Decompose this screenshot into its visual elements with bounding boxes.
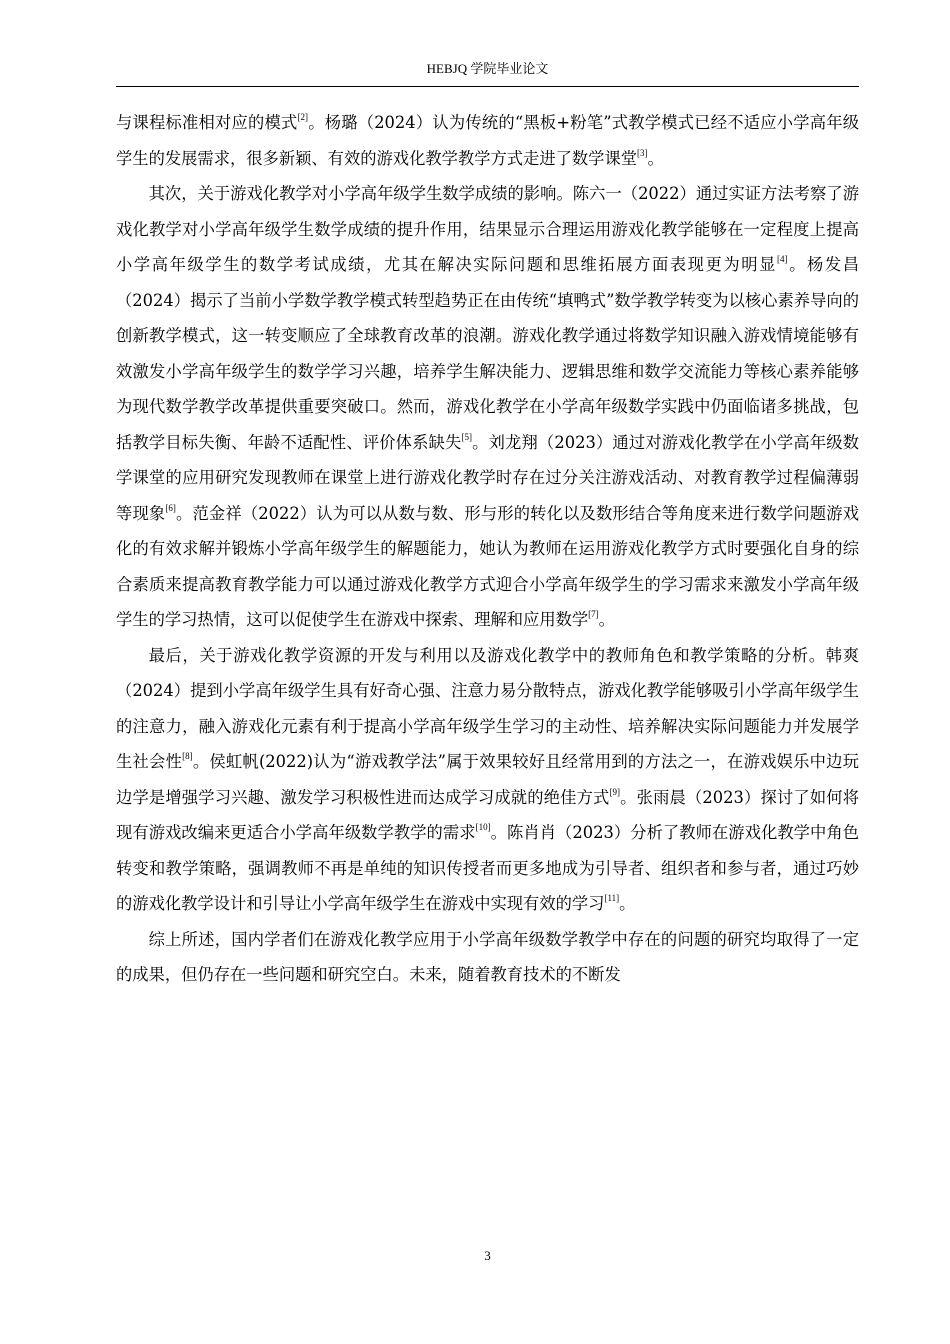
paragraph-text: 。 [598,610,615,629]
paragraph-text: 最后，关于游戏化教学资源的开发与利用以及游戏化教学中的教师角色和教学策略的分析。韩爽（2024）提到小学高年级学生具有好奇心强、注意力易分散特点，游戏化教学能够吸引小学高年级学生的注意力，融入游戏化元素有利于提高小学高年级学生学习的主动性、培养解决实际问题能力并发展学生社会性 [116,645,859,771]
citation-marker: [4] [777,253,788,264]
paragraph [116,176,859,638]
paragraph-text: 。侯虹帆(2022)认为“游戏教学法”属于效果较好且经常用到的方法之一，在游戏娱乐中边玩边学是增强学习兴趣、激发学习积极性进而达成学习成就的绝佳方式 [116,752,859,807]
running-header: HEBJQ 学院毕业论文 [426,61,549,76]
citation-marker: [10] [475,821,491,832]
header-rule [116,86,859,87]
paragraph-text: 。 [647,148,664,168]
citation-marker: [2] [297,111,308,122]
paragraph-text: 。张雨晨（2023）探讨了如何将现有游戏改编来更适合小学高年级数学教学的需求 [116,787,859,842]
citation-marker: [8] [182,750,193,761]
paragraph-text: 。杨璐（2024）认为传统的“黑板+粉笔”式教学模式已经不适应小学高年级学生的发展需求，很多新颖、有效的游戏化教学教学方式走进了数学课堂 [116,113,859,168]
citation-marker: [9] [609,786,620,797]
paragraph [116,922,859,993]
citation-marker: [7] [588,608,599,619]
paragraph-text: 。范金祥（2022）认为可以从数与数、形与形的转化以及数形结合等角度来进行数学问题游戏化的有效求解并锻炼小学高年级学生的解题能力，她认为教师在运用游戏化教学方式时要强化自身的综合素质来提高教育教学能力可以通过游戏化教学方式迎合小学高年级学生的学习需求来激发小学高年级学生的学习热情，这可以促使学生在游戏中探索、理解和应用数学 [116,503,859,629]
paragraph-text: 与课程标准相对应的模式 [116,113,298,132]
page-number: 3 [484,1248,491,1263]
citation-marker: [11] [604,892,620,903]
paragraph-text: 。 [619,894,636,913]
citation-marker: [5] [461,431,472,442]
paragraph-text: 。刘龙翔（2023）通过对游戏化教学在小学高年级数学课堂的应用研究发现教师在课堂上进行游戏化教学时存在过分关注游戏活动、对教育教学过程偏薄弱等现象 [116,432,859,523]
citation-marker: [6] [165,502,176,513]
body-text [116,105,859,993]
paragraph-text: 。杨发昌（2024）揭示了当前小学数学教学模式转型趋势正在由传统“填鸭式”数学教学转变为以核心素养导向的创新教学模式，这一转变顺应了全球教育改革的浪潮。游戏化教学通过将数学知识融入游戏情境能够有效激发小学高年级学生的数学学习兴趣，培养学生解决能力、逻辑思维和数学交流能力等核心素养能够为现代数学教学改革提供重要突破口。然而，游戏化教学在小学高年级数学实践中仍面临诸多挑战，包括教学目标失衡、年龄不适配性、评价体系缺失 [116,255,859,452]
paragraph-text: 。陈肖肖（2023）分析了教师在游戏化教学中角色转变和教学策略，强调教师不再是单纯的知识传授者而更多地成为引导者、组织者和参与者，通过巧妙的游戏化教学设计和引导让小学高年级学生在游戏中实现有效的学习 [116,823,859,913]
citation-marker: [3] [637,147,648,158]
paragraph [116,638,859,922]
paragraph [116,105,859,176]
paragraph-text: 综上所述，国内学者们在游戏化教学应用于小学高年级数学教学中存在的问题的研究均取得了一定的成果，但仍存在一些问题和研究空白。未来，随着教育技术的不断发 [116,929,859,984]
paragraph-text: 其次，关于游戏化教学对小学高年级学生数学成绩的影响。陈六一（2022）通过实证方法考察了游戏化教学对小学高年级学生数学成绩的提升作用，结果显示合理运用游戏化教学能够在一定程度上提高小学高年级学生的数学考试成绩，尤其在解决实际问题和思维拓展方面表现更为明显 [116,184,859,274]
